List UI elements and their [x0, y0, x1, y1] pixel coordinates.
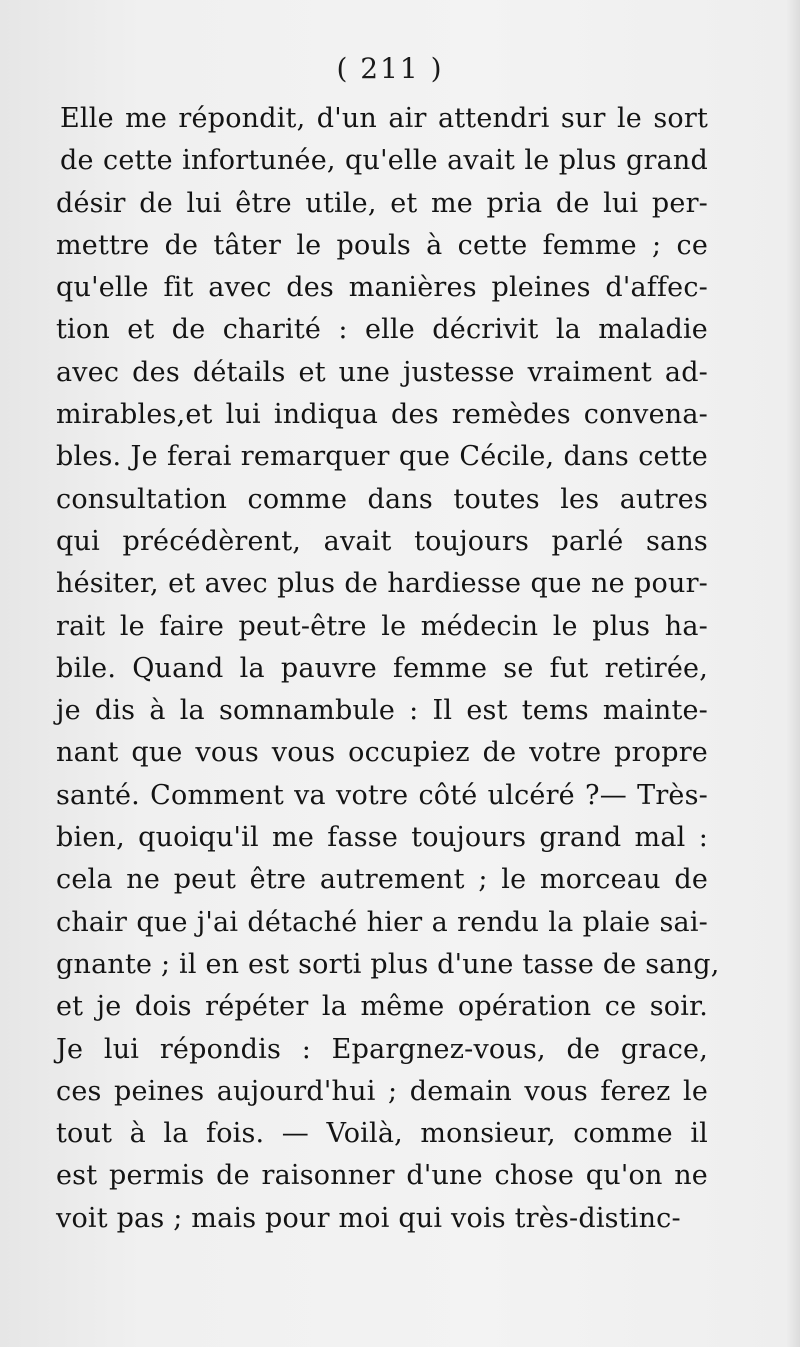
text-line: hésiter, et avec plus de hardiesse que ne pour-: [56, 568, 708, 600]
text-line: nant que vous vous occupiez de votre propre: [56, 737, 708, 769]
text-line: désir de lui être utile, et me pria de lui per-: [56, 187, 708, 219]
text-line: et je dois répéter la même opération ce soir.: [56, 991, 708, 1023]
text-line: bile. Quand la pauvre femme se fut retirée,: [56, 652, 708, 684]
text-line: mettre de tâter le pouls à cette femme ; ce: [56, 229, 708, 261]
page-edge-shadow: [786, 0, 800, 1347]
text-line: rait le faire peut-être le médecin le plus ha-: [56, 610, 708, 642]
text-line: cela ne peut être autrement ; le morceau de: [56, 864, 708, 896]
text-line: bles. Je ferai remarquer que Cécile, dans cette: [56, 441, 708, 473]
text-line: ces peines aujourd'hui ; demain vous ferez le: [56, 1075, 708, 1107]
text-line: gnante ; il en est sorti plus d'une tasse de sang,: [56, 948, 720, 980]
text-line: tout à la fois. — Voilà, monsieur, comme il: [56, 1118, 708, 1150]
text-line: de cette infortunée, qu'elle avait le plus grand: [60, 145, 708, 177]
text-line: je dis à la somnambule : Il est tems mainte-: [56, 695, 708, 727]
text-line: qu'elle fit avec des manières pleines d'affec-: [56, 272, 708, 304]
text-line: santé. Comment va votre côté ulcéré ?— Très-: [56, 779, 708, 811]
text-line: avec des détails et une justesse vraiment ad-: [56, 356, 708, 388]
text-line: Elle me répondit, d'un air attendri sur le sort: [60, 103, 708, 134]
text-line: chair que j'ai détaché hier a rendu la plaie sai-: [56, 906, 708, 938]
text-line: tion et de charité : elle décrivit la maladie: [56, 314, 708, 346]
text-line: bien, quoiqu'il me fasse toujours grand mal :: [56, 822, 708, 854]
text-line: est permis de raisonner d'une chose qu'on ne: [56, 1160, 708, 1192]
text-line: mirables,et lui indiqua des remèdes convena-: [56, 399, 708, 431]
text-line: consultation comme dans toutes les autres: [56, 483, 708, 515]
text-line: voit pas ; mais pour moi qui vois très-distinc-: [56, 1202, 681, 1234]
page-number: ( 211 ): [336, 52, 444, 85]
text-line: qui précédèrent, avait toujours parlé sans: [56, 525, 708, 557]
text-line: Je lui répondis : Epargnez-vous, de grace,: [56, 1033, 708, 1065]
page-body-text: [56, 98, 720, 1240]
